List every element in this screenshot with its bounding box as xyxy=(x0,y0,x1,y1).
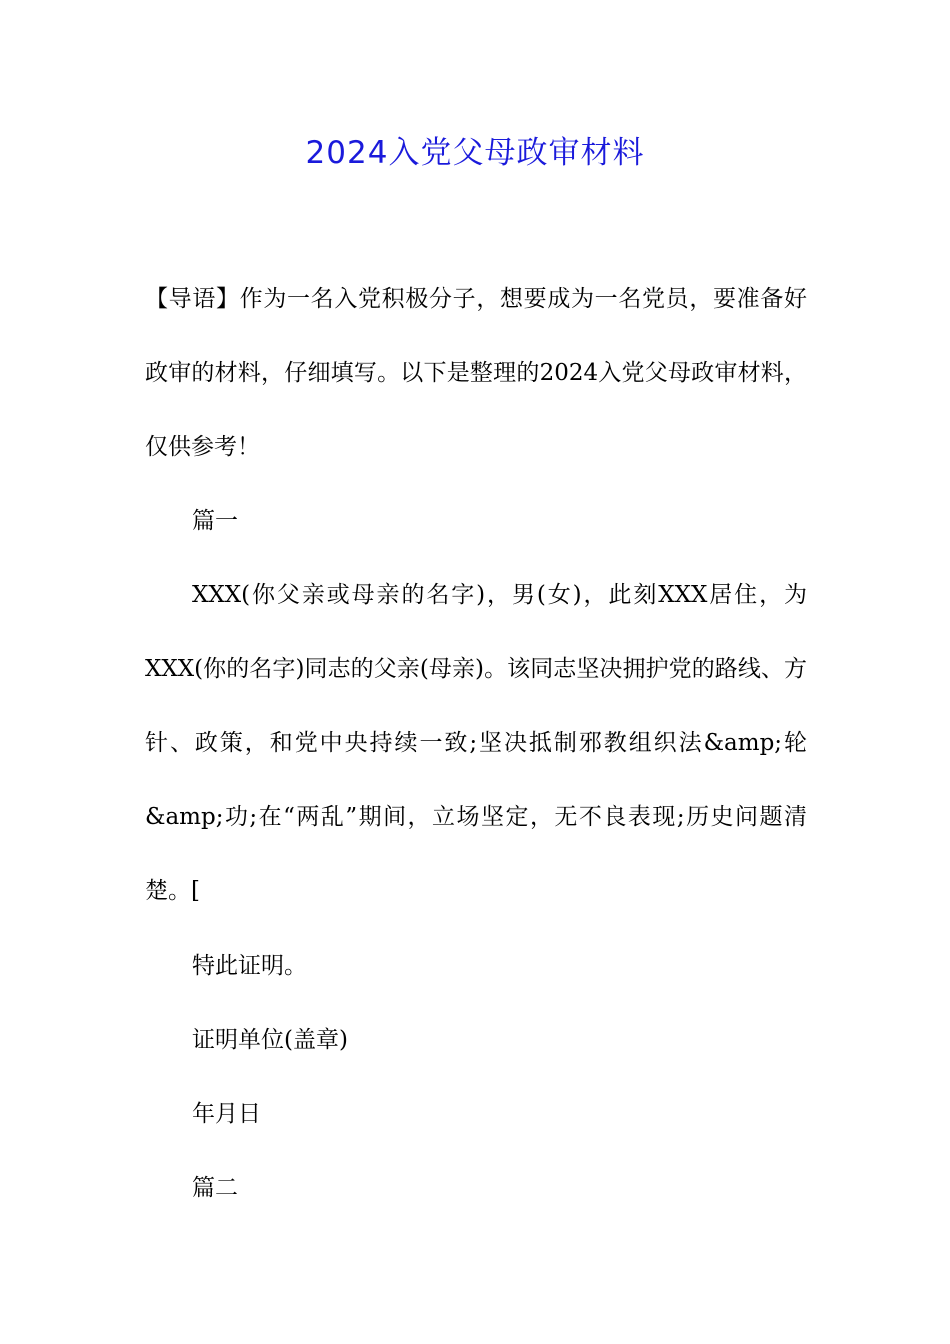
date-line: 年月日 xyxy=(192,1101,261,1127)
section1-body-paragraph: XXX(你父亲或母亲的名字)，男(女)，此刻XXX居住，为XXX(你的名字)同志的父亲(母亲)。该同志坚决拥护党的路线、方针、政策，和党中央持续一致;坚决抵制邪教组织法&amp;轮&amp;功;在“两乱”期间，立场坚定，无不良表现;历史问题清楚。[ xyxy=(145,582,807,904)
section2-heading: 篇二 xyxy=(192,1175,238,1201)
issuing-unit-line: 证明单位(盖章) xyxy=(192,1027,348,1053)
intro-paragraph: 【导语】作为一名入党积极分子，想要成为一名党员，要准备好政审的材料，仔细填写。以下是整理的2024入党父母政审材料，仅供参考！ xyxy=(145,286,807,460)
section1-heading: 篇一 xyxy=(192,508,238,534)
certify-line: 特此证明。 xyxy=(192,953,307,979)
document-title: 2024入党父母政审材料 xyxy=(305,135,645,171)
